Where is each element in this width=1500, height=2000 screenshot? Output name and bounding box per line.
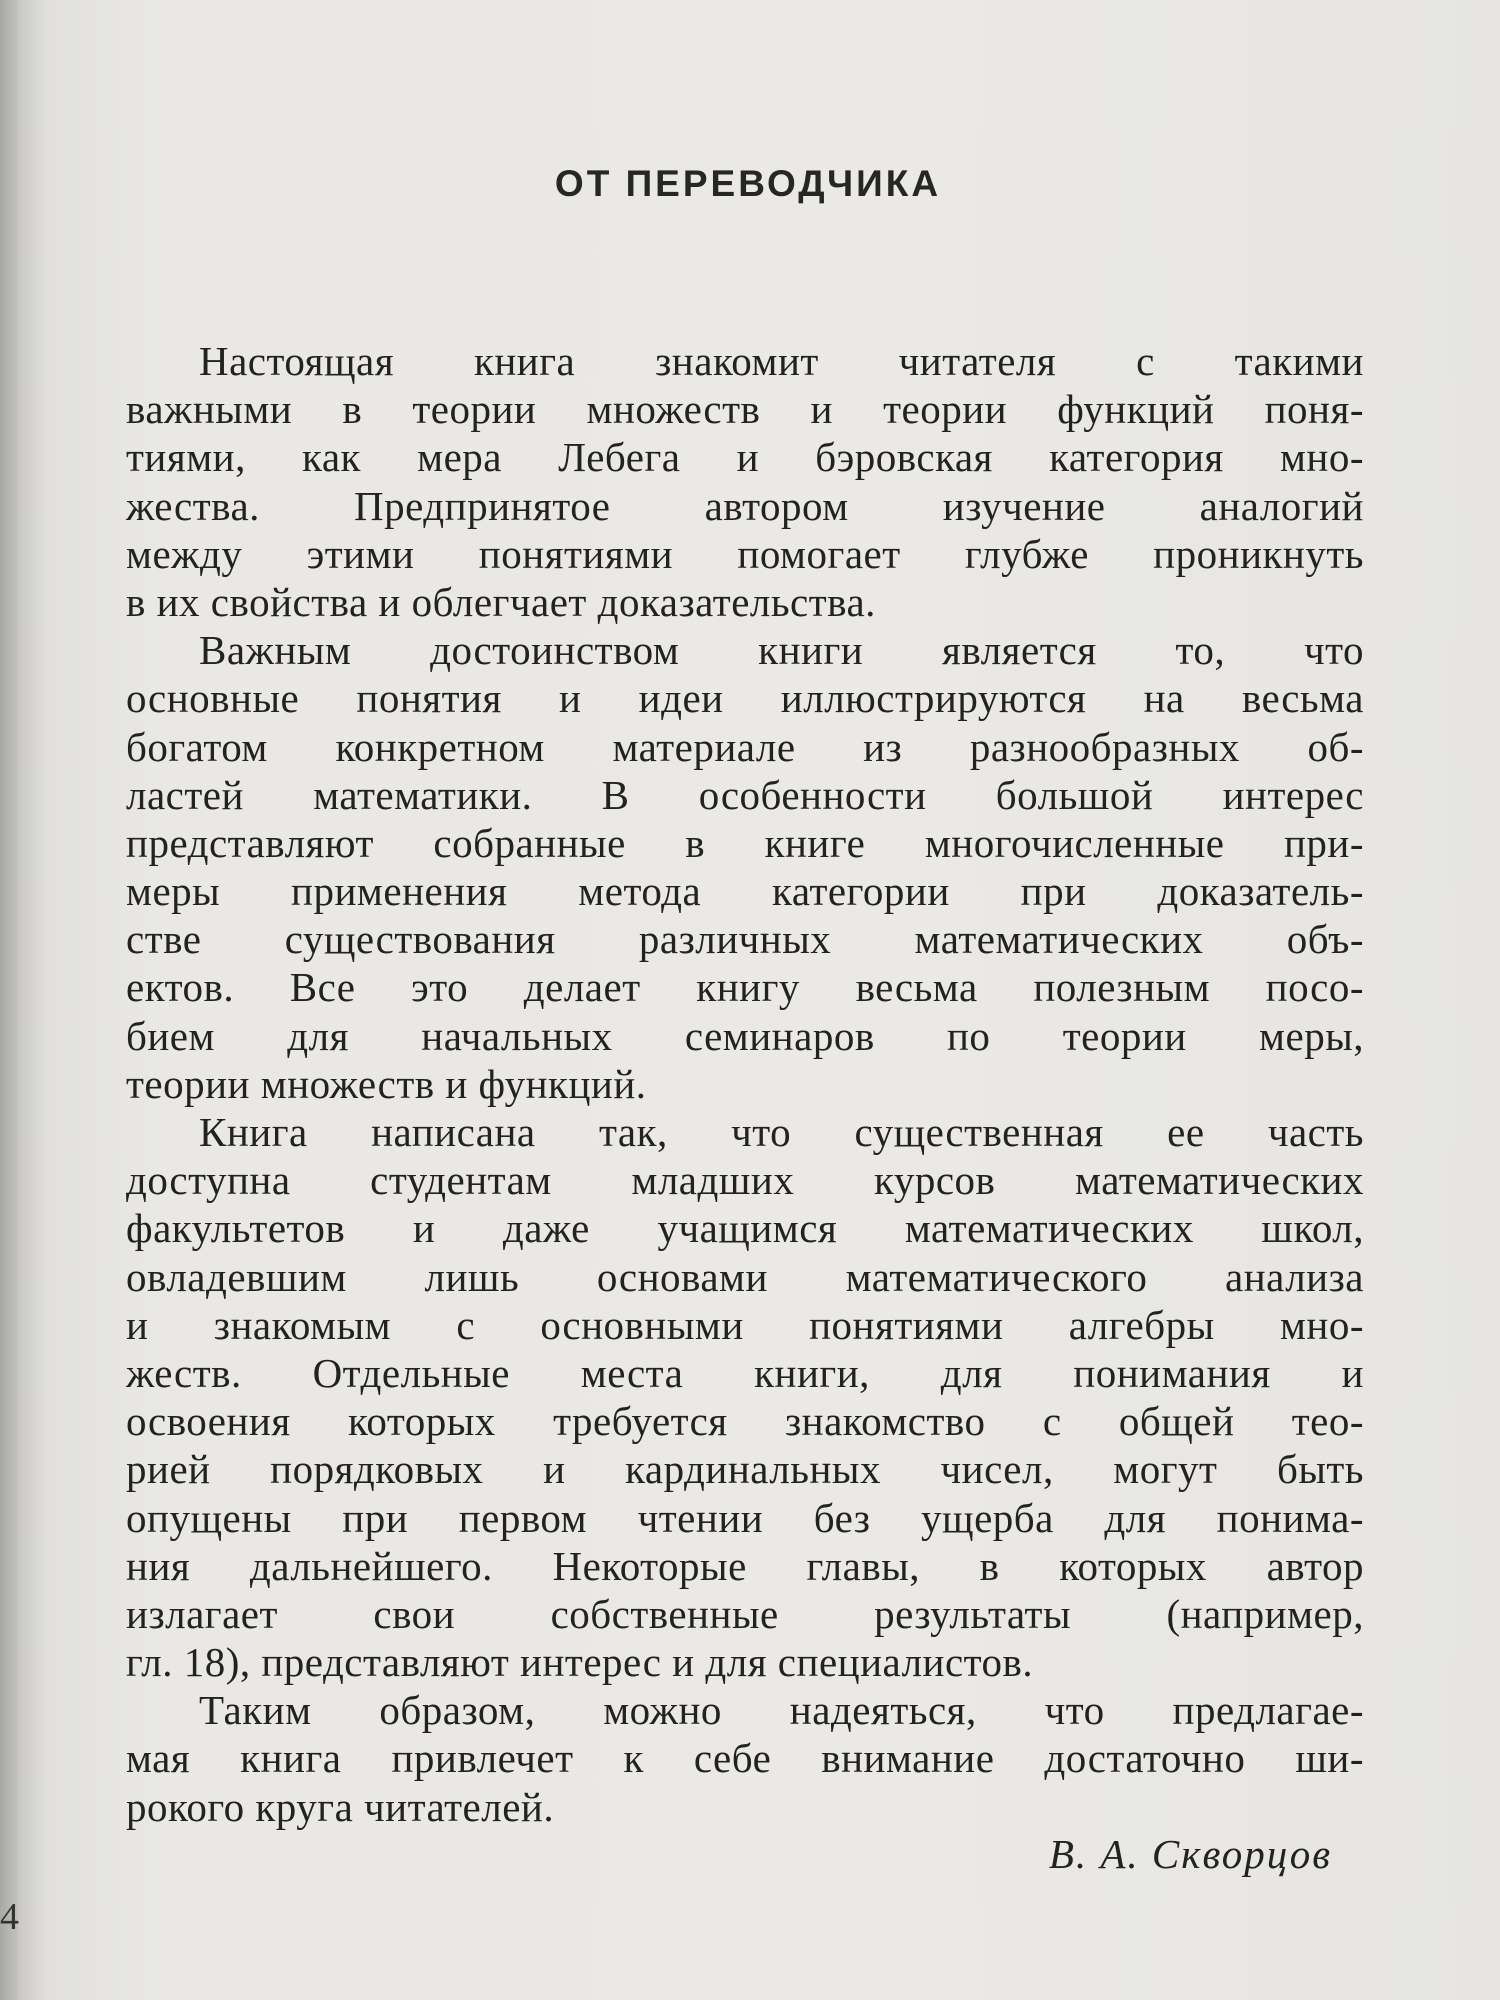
- text-line: Настоящая книга знакомит читателя с такими: [199, 338, 1364, 384]
- text-line: меры применения метода категории при доказатель-: [126, 868, 1364, 915]
- book-page: [18, 0, 1500, 2000]
- text-line: представляют собранные в книге многочисленные при-: [126, 819, 1364, 866]
- page-number: 4: [0, 1896, 19, 1938]
- text-line: факультетов и даже учащимся математических школ,: [126, 1205, 1364, 1252]
- text-line: ластей математики. В особенности большой интерес: [126, 771, 1364, 818]
- text-line: жества. Предпринятое автором изучение аналогий: [126, 482, 1364, 529]
- text-line: ектов. Все это делает книгу весьма полезным посо-: [126, 964, 1364, 1011]
- text-line: основные понятия и идеи иллюстрируются на весьма: [126, 675, 1364, 722]
- text-line: жеств. Отдельные места книги, для понимания и: [126, 1349, 1364, 1396]
- text-line: Важным достоинством книги является то, что: [199, 627, 1364, 674]
- text-line: важными в теории множеств и теории функций поня-: [126, 386, 1364, 433]
- text-line: ния дальнейшего. Некоторые главы, в которых автор: [126, 1542, 1364, 1589]
- text-line: тиями, как мера Лебега и бэровская категория мно-: [126, 434, 1364, 481]
- paragraph: [126, 626, 1364, 1108]
- text-line: Книга написана так, что существенная ее часть: [199, 1109, 1364, 1155]
- text-line: опущены при первом чтении без ущерба для понима-: [126, 1494, 1364, 1541]
- text-line: гл. 18), представляют интерес и для специалистов.: [126, 1639, 1034, 1686]
- text-line: рией порядковых и кардинальных чисел, могут быть: [126, 1446, 1364, 1493]
- text-line: теории множеств и функций.: [126, 1060, 647, 1107]
- paragraph: [126, 1686, 1364, 1831]
- text-line: в их свойства и облегчает доказательства.: [126, 578, 876, 625]
- text-line: овладевшим лишь основами математического анализа: [126, 1253, 1364, 1300]
- paragraph: [126, 337, 1364, 626]
- text-line: мая книга привлечет к себе внимание достаточно ши-: [126, 1735, 1364, 1782]
- book-spine: [0, 0, 18, 2000]
- text-line: излагает свои собственные результаты (например,: [126, 1590, 1364, 1637]
- text-line: освоения которых требуется знакомство с общей тео-: [126, 1398, 1364, 1445]
- text-line: и знакомым с основными понятиями алгебры мно-: [126, 1301, 1364, 1348]
- text-line: между этими понятиями помогает глубже проникнуть: [126, 530, 1364, 577]
- text-line: рокого круга читателей.: [126, 1783, 555, 1830]
- page-title: ОТ ПЕРЕВОДЧИКА: [554, 163, 942, 204]
- text-line: бием для начальных семинаров по теории меры,: [126, 1012, 1364, 1059]
- text-line: доступна студентам младших курсов математических: [126, 1157, 1364, 1204]
- text-line: стве существования различных математических объ-: [126, 916, 1364, 963]
- translator-signature: В. А. Скворцов: [1048, 1831, 1332, 1877]
- body-text: [126, 337, 1364, 1831]
- text-line: богатом конкретном материале из разнообразных об-: [126, 723, 1364, 770]
- paragraph: [126, 1108, 1364, 1686]
- text-line: Таким образом, можно надеяться, что предлагае-: [199, 1687, 1364, 1734]
